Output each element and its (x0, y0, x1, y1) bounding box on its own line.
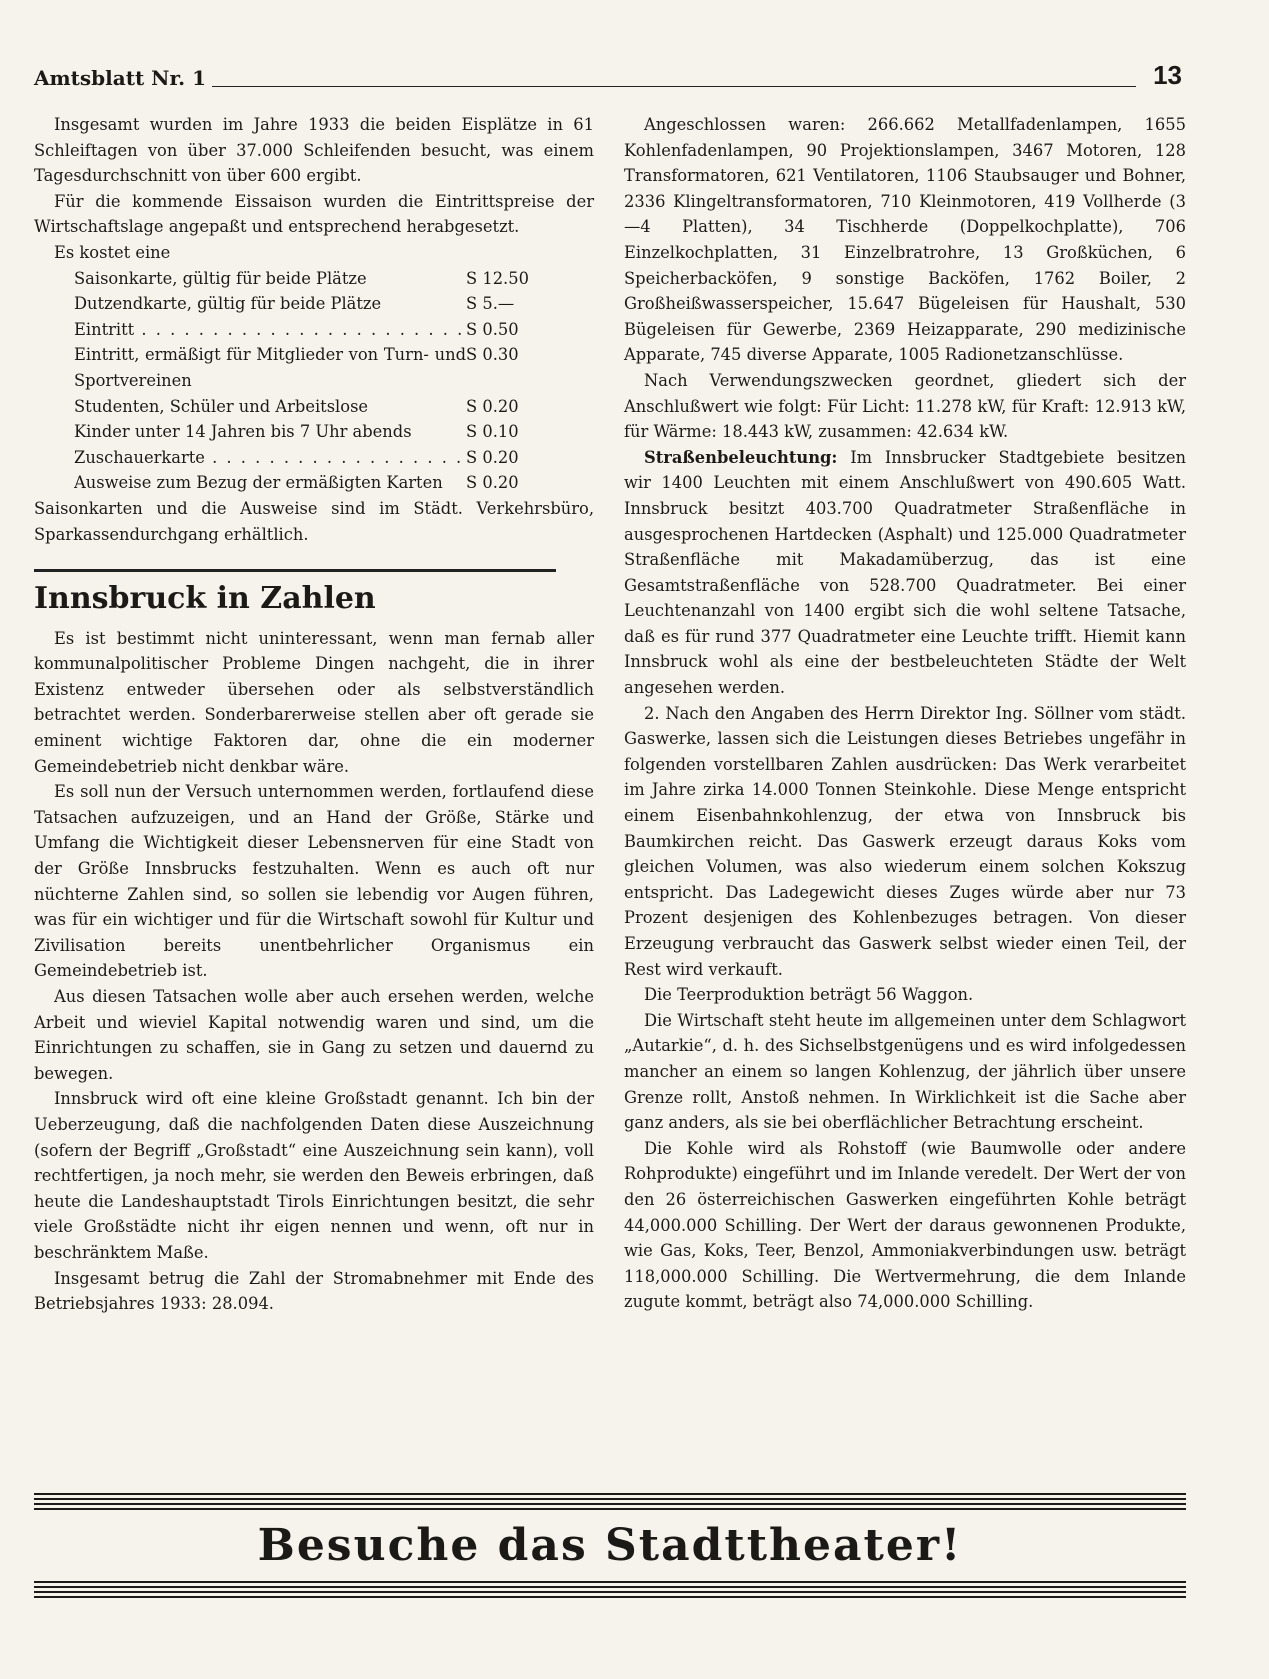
paragraph: Für die kommende Eissaison wurden die Eintrittspreise der Wirtschaftslage angepaßt und entsprechend herabgesetzt. (34, 191, 594, 237)
price-desc: Eintritt . . . (74, 317, 466, 343)
header-rule (186, 86, 1136, 87)
price-row (74, 342, 544, 393)
price-desc: Studenten, Schüler und Arbeitslose (74, 396, 369, 416)
prices-intro: Es kostet eine (54, 242, 171, 262)
price-list (74, 266, 594, 496)
theater-banner (34, 1493, 1186, 1605)
page-number: 13 (1153, 60, 1182, 90)
paragraph: Es ist bestimmt nicht uninteressant, wenn man fernab aller kommunalpolitischer Probleme Dingen nachgeht, die in ihrer Existenz entweder übersehen oder als selbstverständlich betrachtet werden. Sonderbarerweise stellen aber oft gerade sie eminent wichtige Faktoren dar, ohne die ein moderner Gemeindebetrieb nicht denkbar wäre. (34, 628, 594, 776)
section-title: Innsbruck in Zahlen (34, 581, 376, 617)
paragraph: Es soll nun der Versuch unternommen werden, fortlaufend diese Tatsachen aufzuzeigen, und an Hand der Größe, Stärke und Umfang die Wichtigkeit dieser Lebensnerven für eine Stadt von der Größe Innsbrucks festzuhalten. Wenn es auch oft nur nüchterne Zahlen sind, so sollen sie lebendig vor Augen führen, was für ein wichtiger und für die Wirtschaft sowohl für Kultur und Zivilisation bereits unentbehrlicher Organismus ein Gemeindebetrieb ist. (34, 782, 594, 981)
price-desc: Eintritt, ermäßigt für Mitglieder von Turn- und Sportvereinen (74, 345, 466, 390)
banner-stripes-top (34, 1493, 1186, 1511)
price-row (74, 394, 544, 420)
paragraph: Angeschlossen waren: 266.662 Metallfadenlampen, 1655 Kohlenfadenlampen, 90 Projektionslampen, 3467 Motoren, 128 Transformatoren, 621 Ventilatoren, 1106 Staubsauger und Bohner, 2336 Klingeltransformatoren, 710 Kleinmotoren, 419 Vollherde (3—4 Platten), 34 Tischherde (Doppelkochplatte), 706 Einzelkochplatten, 31 Einzelbratrohre, 13 Großküchen, 6 Speicherbacköfen, 9 sonstige Backöfen, 1762 Boiler, 2 Großheißwasserspeicher, 15.647 Bügeleisen für Haushalt, 530 Bügeleisen für Gewerbe, 2369 Heizapparate, 290 medizinische Apparate, 745 diverse Apparate, 1005 Radionetzanschlüsse. (624, 115, 1186, 365)
price-amount: S 0.10 (466, 422, 519, 442)
price-row (74, 266, 544, 292)
street-lighting-text: Im Innsbrucker Stadtgebiete besitzen wir 1400 Leuchten mit einem Anschlußwert von 490.605 Watt. Innsbruck besitzt 403.700 Quadratmeter Straßenfläche in ausgesprochenen Hartdecken (Asphalt) und 125.000 Quadratmeter Straßenfläche mit Makadamüberzug, das ist eine Gesamtstraßenfläche von 528.700 Quadratmeter. Bei einer Leuchtenanzahl von 1400 ergibt sich die wohl seltene Tatsache, daß es für rund 377 Quadratmeter eine Leuchte trifft. Hiemit kann Innsbruck wohl als eine der bestbeleuchteten Städte der Welt angesehen werden. (624, 447, 1186, 698)
journal-title: Amtsblatt Nr. 1 (34, 66, 212, 90)
paragraph: Insgesamt betrug die Zahl der Stromabnehmer mit Ende des Betriebsjahres 1933: 28.094. (34, 1268, 594, 1314)
price-row (74, 470, 544, 496)
right-column (624, 112, 1186, 1315)
price-desc: Kinder unter 14 Jahren bis 7 Uhr abends (74, 422, 412, 442)
paragraph: Die Wirtschaft steht heute im allgemeinen unter dem Schlagwort „Autarkie“, d. h. des Sichselbstgenügens und es wird infolgedessen mancher an einem so langen Kohlenzug, der jährlich über unsere Grenze rollt, Anstoß nehmen. In Wirklichkeit ist die Sache aber ganz anders, als sie bei oberflächlicher Betrachtung erscheint. (624, 1010, 1186, 1133)
price-row (74, 445, 544, 471)
price-amount: S 5.— (466, 294, 515, 314)
price-row (74, 317, 544, 343)
price-amount: S 0.30 (466, 345, 519, 365)
price-amount: S 0.20 (466, 447, 519, 467)
paragraph: Die Teerproduktion beträgt 56 Waggon. (644, 985, 974, 1005)
section-divider (34, 569, 556, 572)
paragraph: Innsbruck wird oft eine kleine Großstadt genannt. Ich bin der Ueberzeugung, daß die nachfolgenden Daten diese Auszeichnung (sofern der Begriff „Großstadt“ eine Auszeichnung sein kann), voll rechtfertigen, ja noch mehr, sie werden den Beweis erbringen, daß heute die Landeshauptstadt Tirols Einrichtungen besitzt, die sehr viele Großstädte nicht ihr eigen nennen und wenn, oft nur in beschränktem Maße. (34, 1089, 594, 1262)
banner-text: Besuche das Stadttheater! (257, 1520, 963, 1571)
paragraph: Insgesamt wurden im Jahre 1933 die beiden Eisplätze in 61 Schleiftagen von über 37.000 Schleifenden besucht, was einem Tagesdurchschnitt von über 600 ergibt. (34, 115, 594, 186)
price-desc: Dutzendkarte, gültig für beide Plätze (74, 294, 382, 314)
price-amount: S 0.50 (466, 319, 519, 339)
paragraph: Aus diesen Tatsachen wolle aber auch ersehen werden, welche Arbeit und wieviel Kapital notwendig waren und sind, um die Einrichtungen zu schaffen, sie in Gang zu setzen und dauernd zu bewegen. (34, 987, 594, 1083)
prices-outro: Saisonkarten und die Ausweise sind im Städt. Verkehrsbüro, Sparkassendurchgang erhältlich. (34, 498, 594, 544)
price-desc: Saisonkarte, gültig für beide Plätze (74, 268, 367, 288)
price-desc: Ausweise zum Bezug der ermäßigten Karten (74, 473, 443, 493)
price-row (74, 419, 544, 445)
paragraph (624, 445, 1186, 701)
page-header (34, 62, 1182, 96)
banner-stripes-bottom (34, 1581, 1186, 1599)
price-row (74, 291, 544, 317)
price-amount: S 0.20 (466, 396, 519, 416)
left-column (34, 112, 594, 1317)
paragraph: Die Kohle wird als Rohstoff (wie Baumwolle oder andere Rohprodukte) eingeführt und im Inlande veredelt. Der Wert der von den 26 österreichischen Gaswerken eingeführten Kohle beträgt 44,000.000 Schilling. Der Wert der daraus gewonnenen Produkte, wie Gas, Koks, Teer, Benzol, Ammoniakverbindungen usw. beträgt 118,000.000 Schilling. Die Wertvermehrung, die dem Inlande zugute kommt, beträgt also 74,000.000 Schilling. (624, 1138, 1186, 1312)
price-amount: S 12.50 (466, 268, 529, 288)
street-lighting-label: Straßenbeleuchtung: (644, 447, 838, 467)
price-amount: S 0.20 (466, 473, 519, 493)
paragraph: Nach Verwendungszwecken geordnet, gliedert sich der Anschlußwert wie folgt: Für Licht: 11.278 kW, für Kraft: 12.913 kW, für Wärme: 18.443 kW, zusammen: 42.634 kW. (624, 370, 1186, 442)
price-desc: Zuschauerkarte . . . (74, 445, 466, 471)
paragraph: 2. Nach den Angaben des Herrn Direktor Ing. Söllner vom städt. Gaswerke, lassen sich die Leistungen dieses Betriebes ungefähr in folgenden vorstellbaren Zahlen ausdrücken: Das Werk verarbeitet im Jahre zirka 14.000 Tonnen Steinkohle. Diese Menge entspricht einem Eisenbahnkohlenzug, der etwa von Innsbruck bis Baumkirchen reicht. Das Gaswerk erzeugt daraus Koks vom gleichen Volumen, was also wiederum einem solchen Kokszug entspricht. Das Ladegewicht dieses Zuges würde aber nur 73 Prozent desjenigen des Kohlenbezuges betragen. Von dieser Erzeugung verbraucht das Gaswerk selbst wieder einen Teil, der Rest wird verkauft. (624, 703, 1186, 979)
